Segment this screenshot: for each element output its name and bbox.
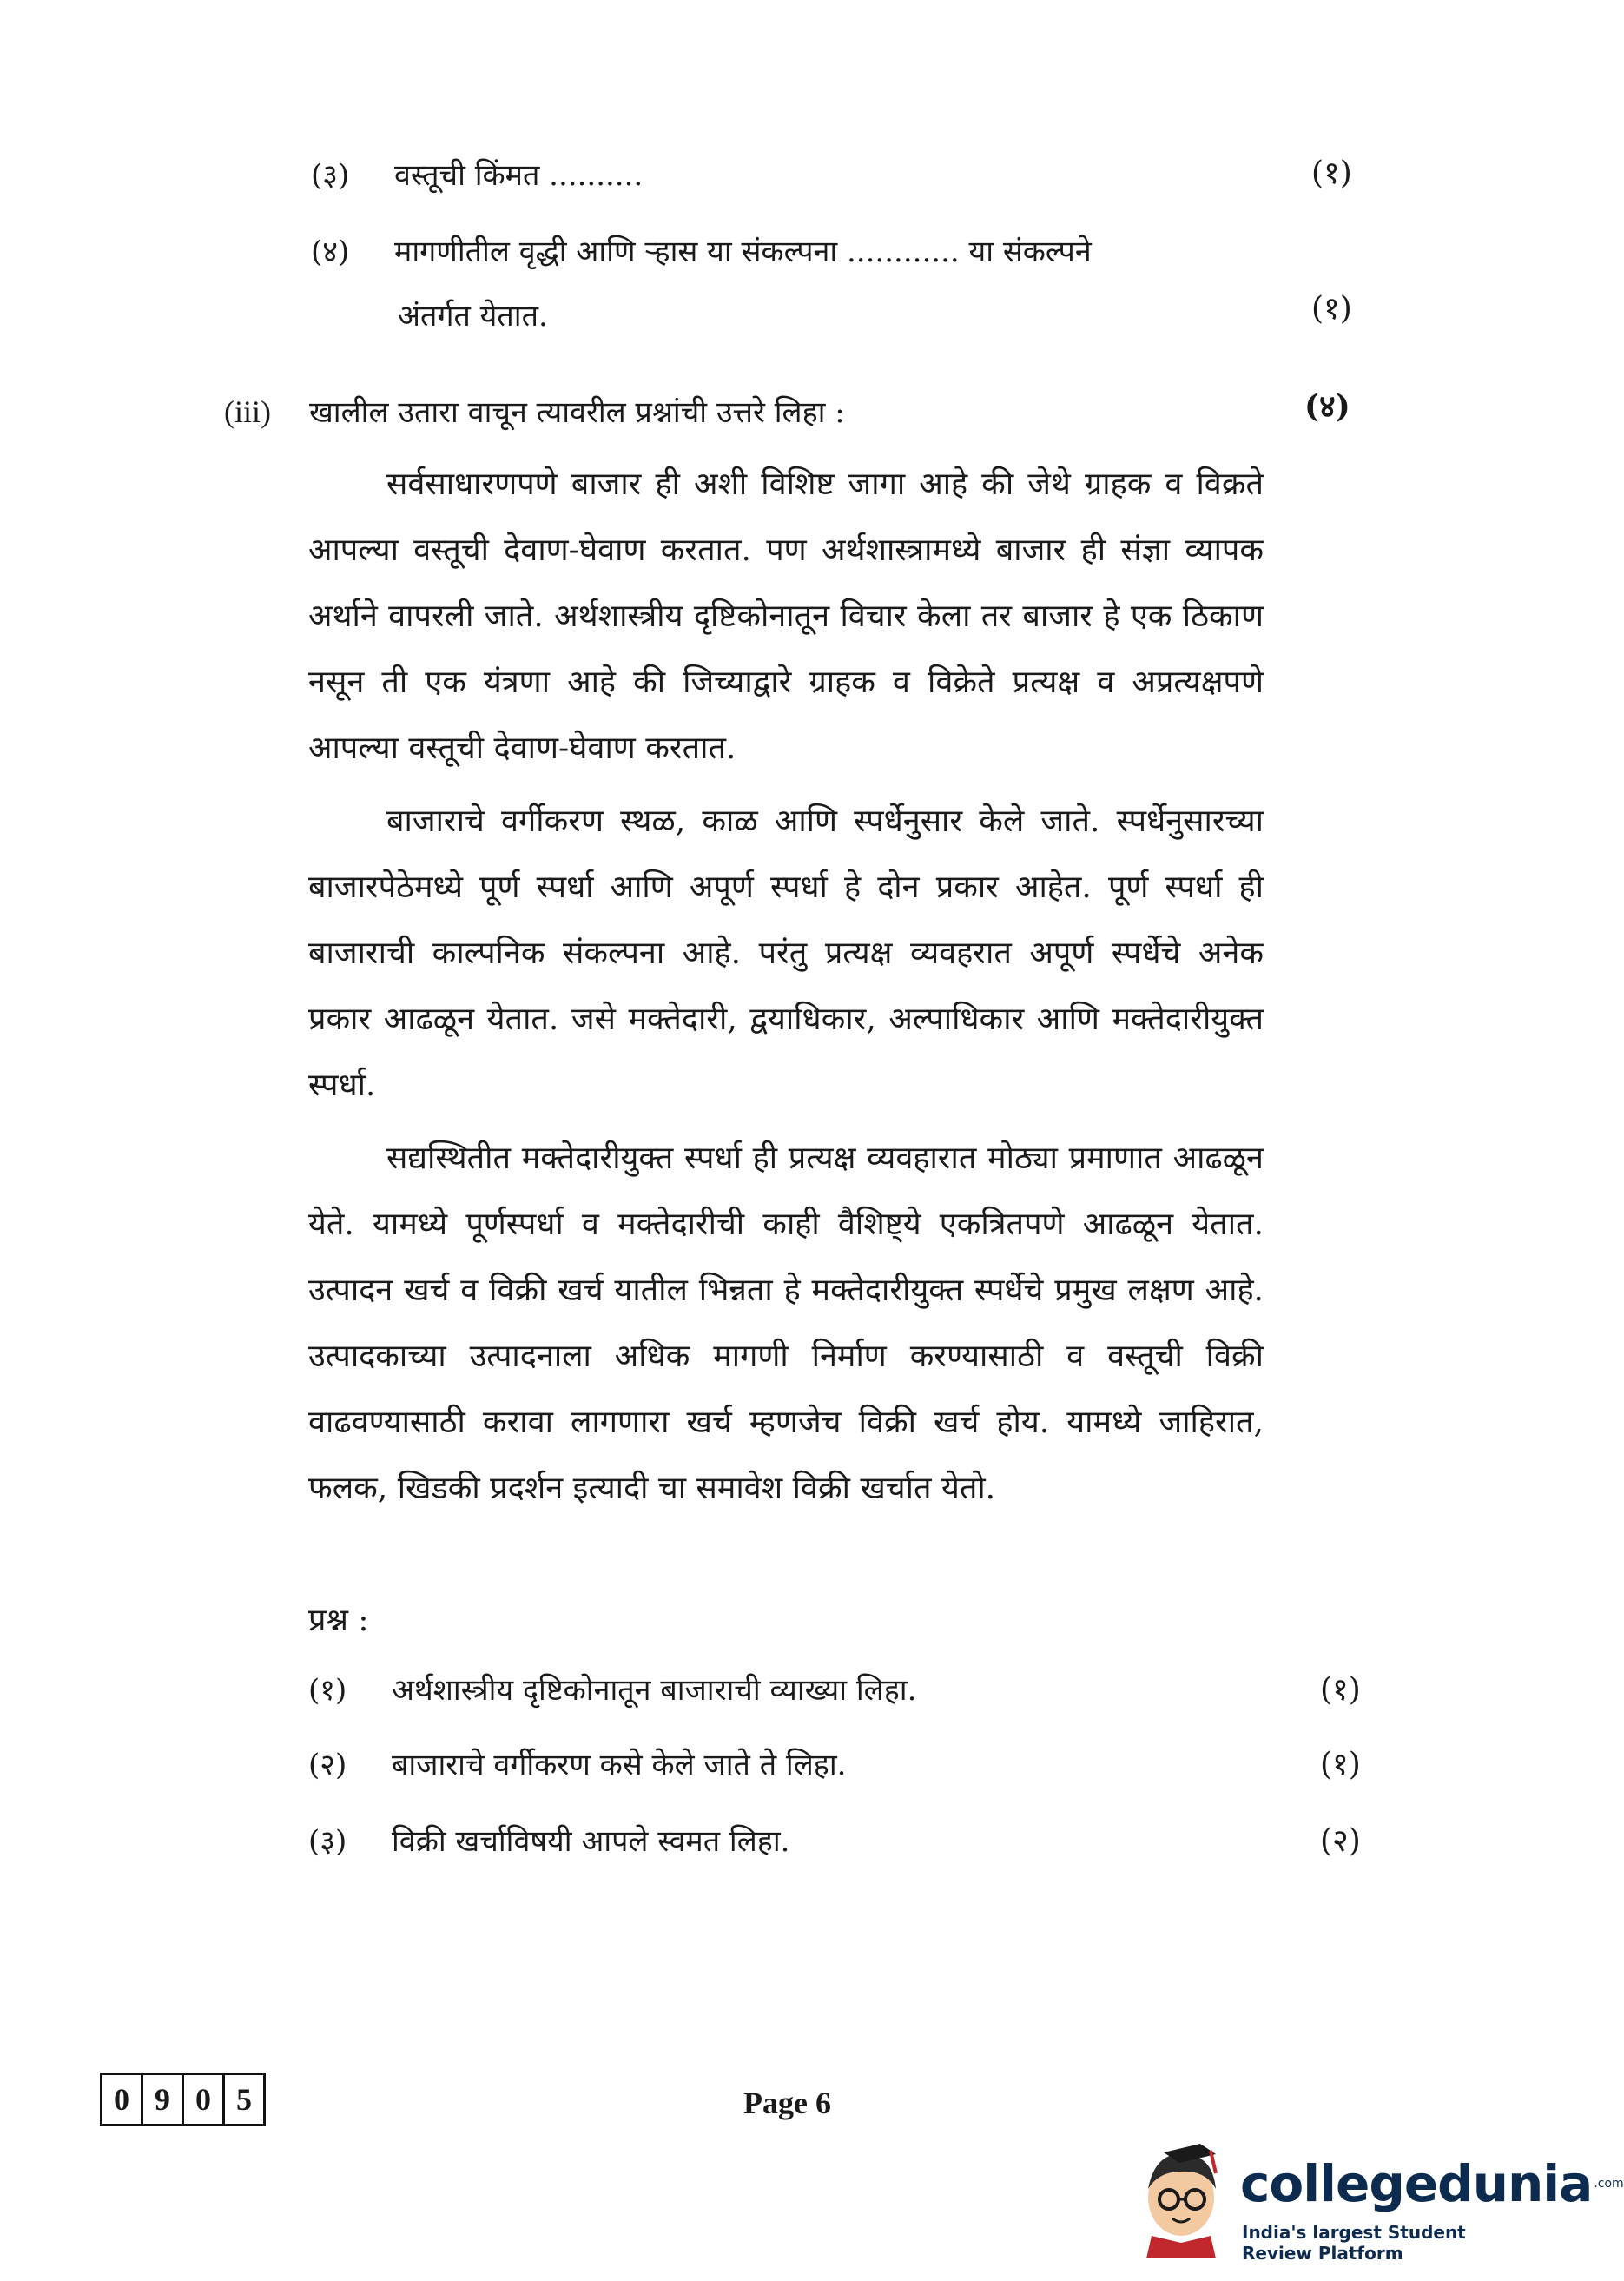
section-marks: (४): [1304, 388, 1350, 425]
question-marks: (१): [1320, 1672, 1361, 1708]
item-continuation: अंतर्गत येतात.: [398, 299, 548, 334]
item-marks: (१): [1311, 155, 1352, 191]
mascot-icon: [1129, 2128, 1233, 2258]
question-text: बाजाराचे वर्गीकरण कसे केले जाते ते लिहा.: [392, 1748, 847, 1782]
section-instruction: खालील उतारा वाचून त्यावरील प्रश्नांची उत्तरे लिहा :: [309, 395, 845, 430]
item-text: वस्तूची किंमत ..........: [394, 158, 644, 193]
question-1: [308, 1669, 916, 1711]
question-marks: (२): [1320, 1823, 1361, 1859]
question-number: (१): [308, 1673, 347, 1708]
section-iii-heading: [224, 391, 845, 433]
passage-paragraph-3: सद्यस्थितीत मक्तेदारीयुक्त स्पर्धा ही प्रत्यक्ष व्यवहारात मोठ्या प्रमाणात आढळून येते. यामध्ये पूर्णस्पर्धा व मक्तेदारीची काही वैशिष्ट्ये एकत्रितपणे आढळून येतात. उत्पादन खर्च व विक्री खर्च यातील भिन्नता हे मक्तेदारीयुक्त स्पर्धेचे प्रमुख लक्षण आहे. उत्पादकाच्या उत्पादनाला अधिक मागणी निर्माण करण्यासाठी व वस्तूची विक्री वाढवण्यासाठी करावा लागणारा खर्च म्हणजेच विक्री खर्च होय. यामध्ये जाहिरात, फलक, खिडकी प्रदर्शन इत्यादी चा समावेश विक्री खर्चात येतो.: [308, 1140, 1264, 1506]
item-marks: (१): [1311, 291, 1352, 327]
question-text: अर्थशास्त्रीय दृष्टिकोनातून बाजाराची व्याख्या लिहा.: [392, 1673, 917, 1708]
passage-paragraph-1: सर्वसाधारणपणे बाजार ही अशी विशिष्ट जागा आहे की जेथे ग्राहक व विक्रते आपल्या वस्तूची देवाण-घेवाण करतात. पण अर्थशास्त्रामध्ये बाजार ही संज्ञा व्यापक अर्थाने वापरली जाते. अर्थशास्त्रीय दृष्टिकोनातून विचार केला तर बाजार हे एक ठिकाण नसून ती एक यंत्रणा आहे की जिच्याद्वारे ग्राहक व विक्रेते प्रत्यक्ष व अप्रत्यक्षपणे आपल्या वस्तूची देवाण-घेवाण करतात.: [308, 466, 1264, 766]
item-number: (३): [311, 158, 350, 193]
brand-tld: .com: [1594, 2177, 1624, 2191]
question-number: (३): [308, 1824, 347, 1859]
item-text: मागणीतील वृद्धी आणि ऱ्हास या संकल्पना ............ या संकल्पने: [394, 235, 1092, 269]
question-text: विक्री खर्चाविषयी आपले स्वमत लिहा.: [392, 1824, 790, 1859]
brand-wordmark: [1240, 2154, 1624, 2213]
item-4: [311, 231, 1092, 273]
paper-code-digit: 9: [143, 2075, 184, 2124]
paper-code-digit: 0: [102, 2075, 143, 2124]
question-marks: (१): [1320, 1747, 1361, 1782]
item-number: (४): [311, 235, 350, 269]
paper-code-digit: 5: [236, 2082, 252, 2117]
paper-code-box: [100, 2073, 266, 2126]
question-number: (२): [308, 1748, 347, 1782]
questions-label: प्रश्न :: [308, 1603, 369, 1638]
question-2: [308, 1744, 846, 1786]
passage-paragraph-2: बाजाराचे वर्गीकरण स्थळ, काळ आणि स्पर्धेनुसार केले जाते. स्पर्धेनुसारच्या बाजारपेठेमध्ये पूर्ण स्पर्धा आणि अपूर्ण स्पर्धा हे दोन प्रकार आहेत. पूर्ण स्पर्धा ही बाजाराची काल्पनिक संकल्पना आहे. परंतु प्रत्यक्ष व्यवहरात अपूर्ण स्पर्धेचे अनेक प्रकार आढळून येतात. जसे मक्तेदारी, द्वयाधिकार, अल्पाधिकार आणि मक्तेदारीयुक्त स्पर्धा.: [308, 803, 1264, 1103]
question-3: [308, 1821, 789, 1862]
page-number: Page 6: [743, 2086, 831, 2120]
paper-code-digit: 0: [184, 2075, 225, 2124]
item-3: [311, 155, 643, 196]
collegedunia-watermark: [1129, 2119, 1624, 2267]
section-label: (iii): [224, 394, 271, 429]
brand-tagline: India's largest Student Review Platform: [1242, 2222, 1466, 2264]
brand-name: collegedunia: [1240, 2154, 1593, 2213]
